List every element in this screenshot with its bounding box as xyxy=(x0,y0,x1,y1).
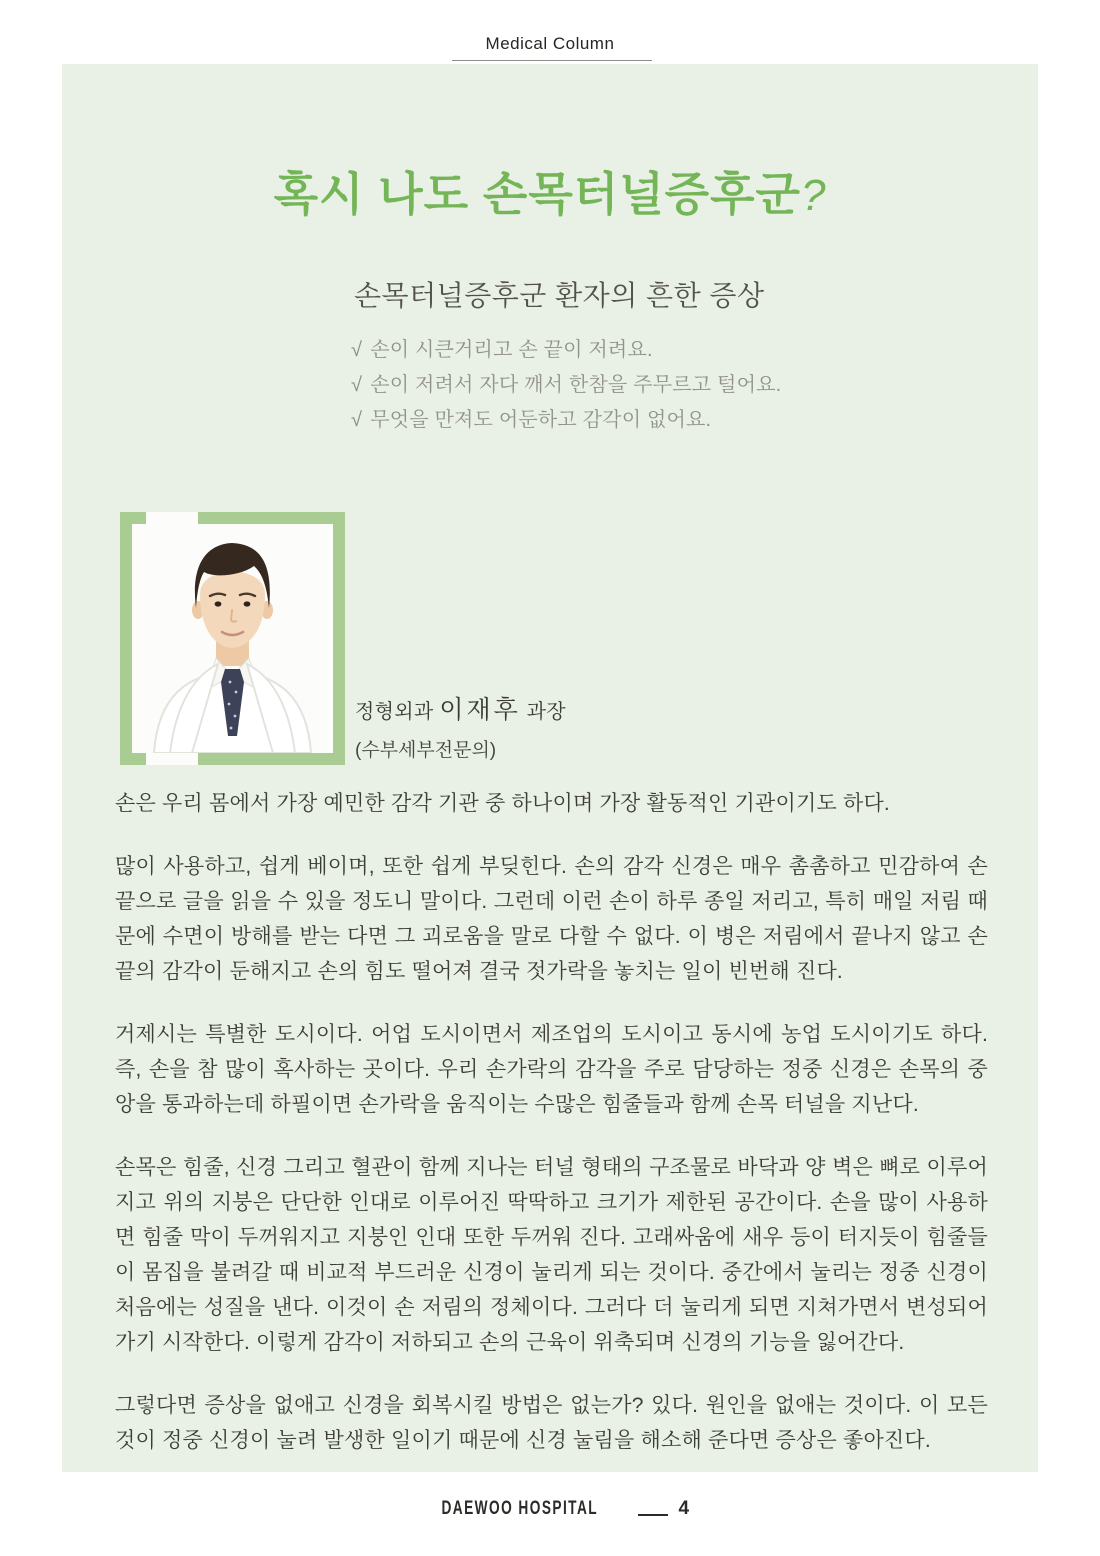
doctor-job-title: 과장 xyxy=(526,701,566,723)
frame-gap-bottom xyxy=(146,753,198,765)
frame-gap-top xyxy=(146,512,198,524)
check-icon: √ xyxy=(351,374,363,396)
doctor-photo xyxy=(132,524,333,753)
doctor-name-line xyxy=(355,690,566,726)
symptom-text: 손이 저려서 자다 깨서 한참을 주무르고 털어요. xyxy=(370,374,782,396)
page-footer xyxy=(0,1498,1100,1520)
paragraph: 많이 사용하고, 쉽게 베이며, 또한 쉽게 부딪힌다. 손의 감각 신경은 매우 촘촘하고 민감하여 손 끝으로 글을 읽을 수 있을 정도니 말이다. 그런데 이런 손이 하루 종일 저리고, 특히 매일 저림 때문에 수면이 방해를 받는 다면 그 괴로움을 말로 다할 수 없다. 이 병은 저림에서 끝나지 않고 손 끝의 감각이 둔해지고 손의 힘도 떨어져 결국 젓가락을 놓치는 일이 빈번해 진다. xyxy=(115,855,988,983)
doctor-department: 정형외과 xyxy=(355,701,434,723)
doctor-caption xyxy=(355,690,566,762)
doctor-photo-frame xyxy=(120,512,345,765)
article-content-panel xyxy=(62,64,1038,1472)
footer-divider xyxy=(638,1514,668,1516)
symptom-text: 손이 시큰거리고 손 끝이 저려요. xyxy=(370,339,653,361)
check-icon: √ xyxy=(351,409,363,431)
symptom-item xyxy=(351,403,781,438)
article-title xyxy=(62,158,1038,224)
paragraph: 거제시는 특별한 도시이다. 어업 도시이면서 제조업의 도시이고 동시에 농업 도시이기도 하다. 즉, 손을 참 많이 혹사하는 곳이다. 우리 손가락의 감각을 주로 담당하는 정중 신경은 손목의 중앙을 통과하는데 하필이면 손가락을 움직이는 수많은 힘줄들과 함께 손목 터널을 지난다. xyxy=(115,1023,988,1116)
doctor-speciality: (수부세부전문의) xyxy=(355,740,497,761)
paragraph: 손은 우리 몸에서 가장 예민한 감각 기관 중 하나이며 가장 활동적인 기관이기도 하다. xyxy=(115,792,890,815)
footer-hospital-name: DAEWOO HOSPITAL xyxy=(441,1498,599,1519)
symptom-heading: 손목터널증후군 환자의 흔한 증상 xyxy=(354,280,765,311)
footer-page-number: 4 xyxy=(678,1498,690,1519)
article-title-qmark: ? xyxy=(800,171,827,220)
doctor-portrait-illustration xyxy=(132,524,333,753)
paragraph: 그렇다면 증상을 없애고 신경을 회복시킬 방법은 없는가? 있다. 원인을 없애는 것이다. 이 모든 것이 정중 신경이 눌려 발생한 일이기 때문에 신경 눌림을 해소해 준다면 증상은 좋아진다. xyxy=(115,1394,988,1452)
doctor-name: 이재후 xyxy=(439,696,521,724)
symptom-item xyxy=(351,333,781,368)
article-title-text: 혹시 나도 손목터널증후군 xyxy=(273,168,801,220)
article-body xyxy=(115,786,988,1458)
column-header-label: Medical Column xyxy=(485,34,615,53)
symptom-item xyxy=(351,368,781,403)
paragraph: 손목은 힘줄, 신경 그리고 혈관이 함께 지나는 터널 형태의 구조물로 바닥과 양 벽은 뼈로 이루어지고 위의 지붕은 단단한 인대로 이루어진 딱딱하고 크기가 제한된 공간이다. 손을 많이 사용하면 힘줄 막이 두꺼워지고 지붕인 인대 또한 두꺼워 진다. 고래싸움에 새우 등이 터지듯이 힘줄들이 몸집을 불려갈 때 비교적 부드러운 신경이 눌리게 되는 것이다. 중간에서 눌리는 정중 신경이 처음에는 성질을 낸다. 이것이 손 저림의 정체이다. 그러다 더 눌리게 되면 지쳐가면서 변성되어가기 시작한다. 이렇게 감각이 저하되고 손의 근육이 위축되며 신경의 기능을 잃어간다. xyxy=(115,1156,988,1354)
check-icon: √ xyxy=(351,339,363,361)
header-divider xyxy=(452,60,652,61)
symptom-text: 무엇을 만져도 어둔하고 감각이 없어요. xyxy=(370,409,712,431)
symptom-list xyxy=(351,333,781,438)
